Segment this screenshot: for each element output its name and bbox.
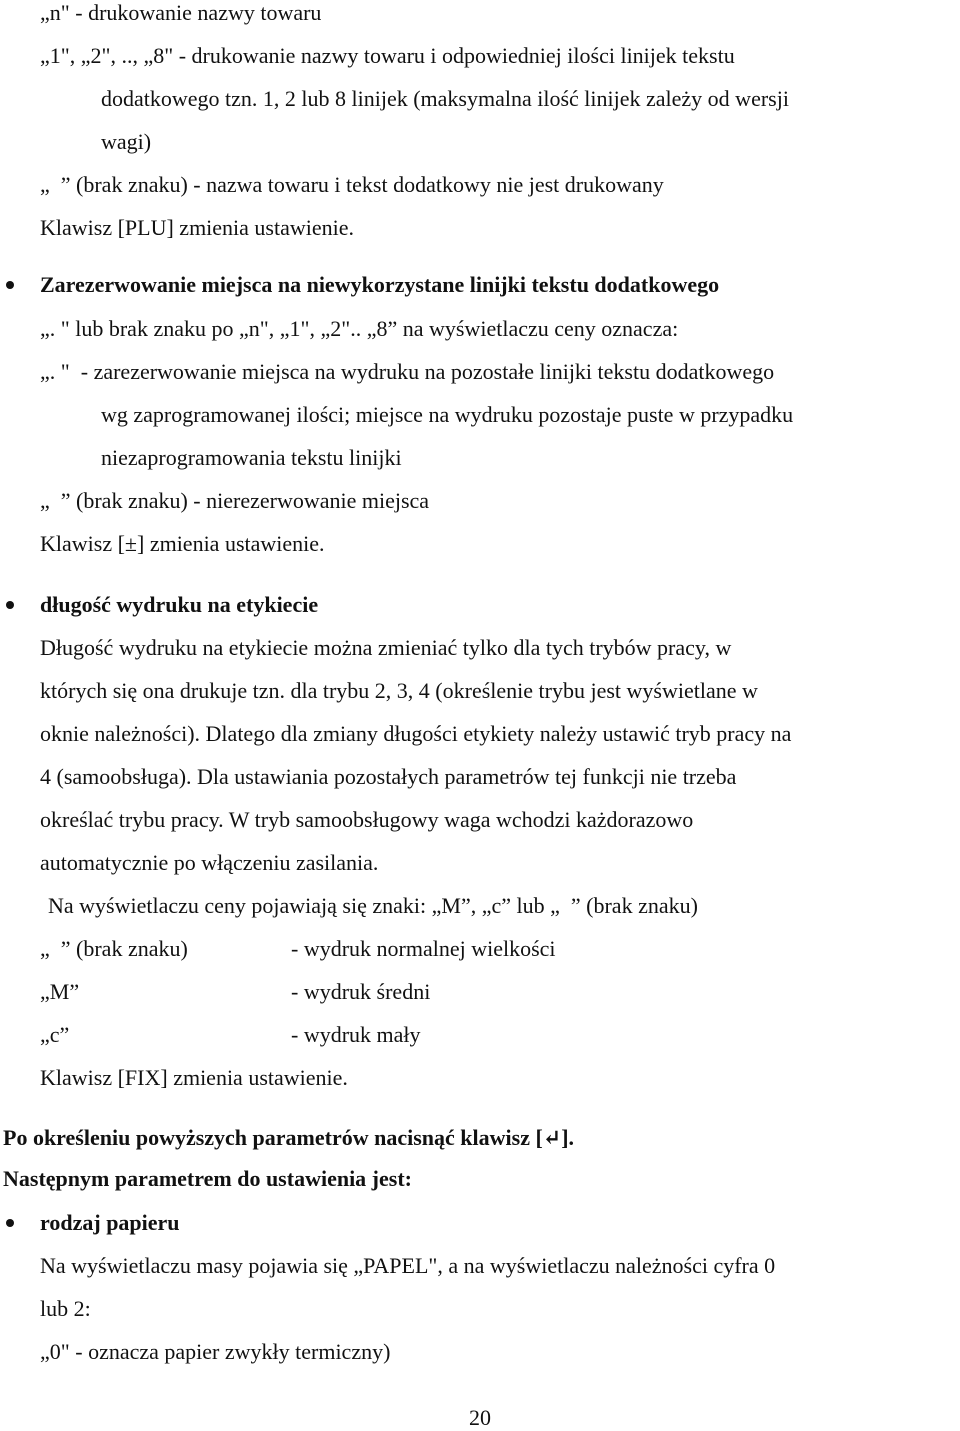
print-length-paragraph-6: automatycznie po włączeniu zasilania. xyxy=(40,850,379,875)
option-1-8-continuation: dodatkowego tzn. 1, 2 lub 8 linijek (maksymalna ilość linijek zależy od wersji xyxy=(101,86,789,111)
section-heading-print-length: długość wydruku na etykiecie xyxy=(40,592,319,617)
bullet-reserve-space xyxy=(6,281,14,289)
paper-type-paragraph-1: Na wyświetlaczu masy pojawia się „PAPEL", a na wyświetlaczu należności cyfra 0 xyxy=(40,1253,776,1278)
reserve-dot-option: „. " - zarezerwowanie miejsca na wydruku na pozostałe linijki tekstu dodatkowego xyxy=(40,359,775,384)
print-length-paragraph-2: których się ona drukuje tzn. dla trybu 2, 3, 4 (określenie trybu jest wyświetlane w xyxy=(40,678,758,703)
reserve-dot-continuation: wg zaprogramowanej ilości; miejsce na wydruku pozostaje puste w przypadku xyxy=(101,402,794,427)
bullet-paper-type xyxy=(6,1219,14,1227)
print-length-paragraph-4: 4 (samoobsługa). Dla ustawiania pozostałych parametrów tej funkcji nie trzeba xyxy=(40,764,737,789)
size-option-m-key: „M” xyxy=(40,979,80,1004)
fix-key-note: Klawisz [FIX] zmienia ustawienie. xyxy=(40,1065,348,1090)
plu-key-note: Klawisz [PLU] zmienia ustawienie. xyxy=(40,215,355,240)
option-1-8-line: „1", „2", .., „8" - drukowanie nazwy towaru i odpowiedniej ilości linijek tekstu xyxy=(40,43,735,68)
option-blank-line: „ ” (brak znaku) - nazwa towaru i tekst dodatkowy nie jest drukowany xyxy=(40,172,664,197)
print-length-paragraph-1: Długość wydruku na etykiecie można zmieniać tylko dla tych trybów pracy, w xyxy=(40,635,732,660)
print-length-paragraph-5: określać trybu pracy. W tryb samoobsługowy waga wchodzi każdorazowo xyxy=(40,807,694,832)
size-option-c-desc: - wydruk mały xyxy=(291,1022,421,1047)
size-option-blank-key: „ ” (brak znaku) xyxy=(40,936,188,961)
reserve-dot-continuation-2: niezaprogramowania tekstu linijki xyxy=(101,445,402,470)
option-1-8-continuation-2: wagi) xyxy=(101,129,152,154)
size-option-blank-desc: - wydruk normalnej wielkości xyxy=(291,936,556,961)
section-heading-reserve-space: Zarezerwowanie miejsca na niewykorzystane linijki tekstu dodatkowego xyxy=(40,272,720,297)
plus-minus-key-note: Klawisz [±] zmienia ustawienie. xyxy=(40,531,325,556)
reserve-blank-option: „ ” (brak znaku) - nierezerwowanie miejsca xyxy=(40,488,430,513)
option-n-line: „n" - drukowanie nazwy towaru xyxy=(40,0,322,25)
reserve-intro-line: „. " lub brak znaku po „n", „1", „2".. „8” na wyświetlaczu ceny oznacza: xyxy=(40,316,679,341)
enter-key-instruction: Po określeniu powyższych parametrów nacisnąć klawisz [↵]. xyxy=(3,1125,575,1150)
print-length-display-note: Na wyświetlaczu ceny pojawiają się znaki: „M”, „c” lub „ ” (brak znaku) xyxy=(48,893,698,918)
print-length-paragraph-3: oknie należności). Dlatego dla zmiany długości etykiety należy ustawić tryb pracy na xyxy=(40,721,792,746)
paper-type-paragraph-2: lub 2: xyxy=(40,1296,91,1321)
next-parameter-heading: Następnym parametrem do ustawienia jest: xyxy=(3,1166,412,1191)
paper-type-option-0: „0" - oznacza papier zwykły termiczny) xyxy=(40,1339,391,1364)
size-option-c-key: „c” xyxy=(40,1022,70,1047)
bullet-print-length xyxy=(6,601,14,609)
size-option-m-desc: - wydruk średni xyxy=(291,979,431,1004)
section-heading-paper-type: rodzaj papieru xyxy=(40,1210,180,1235)
page-number: 20 xyxy=(469,1405,491,1430)
